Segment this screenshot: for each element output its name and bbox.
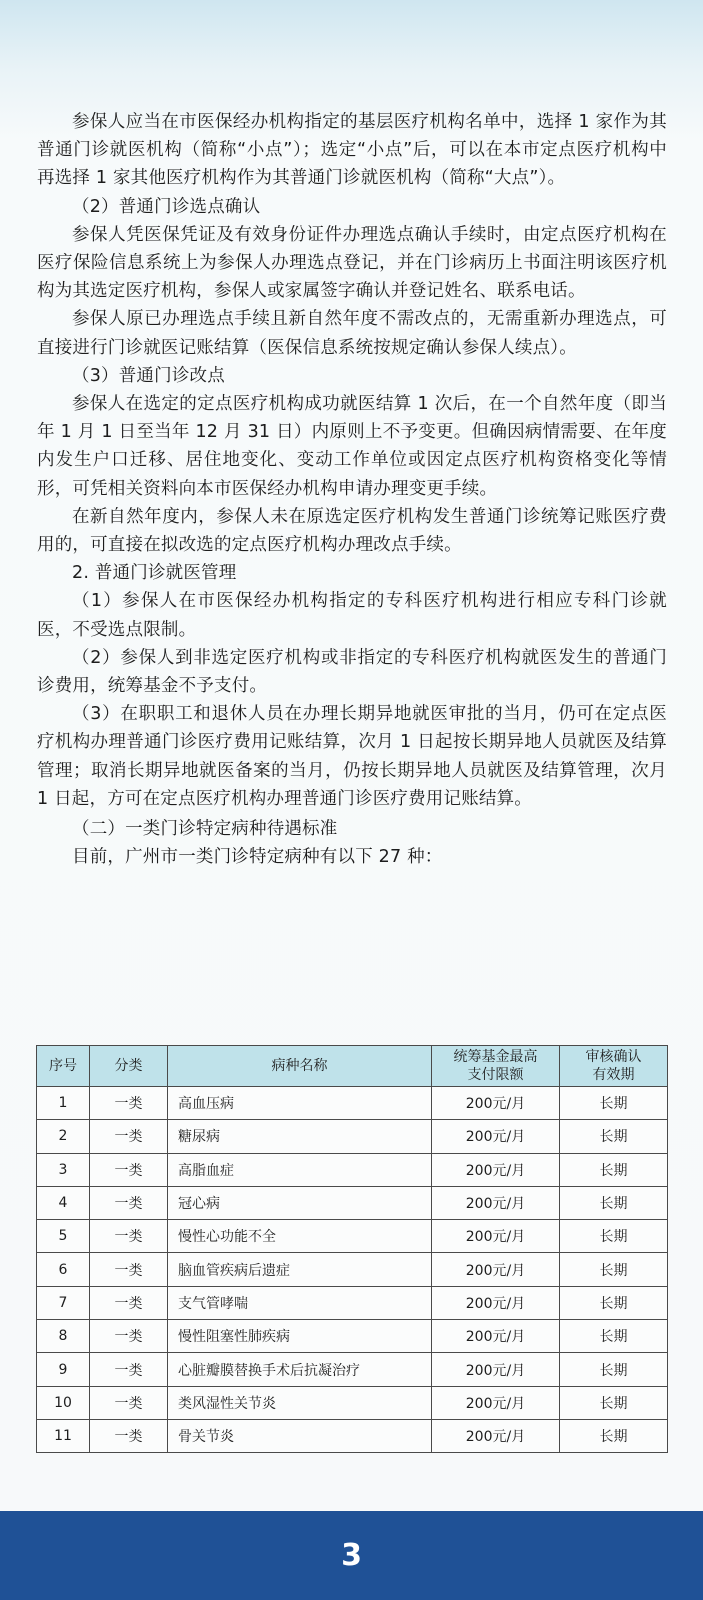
cell-seq: 11 [37, 1419, 90, 1452]
cell-seq: 8 [37, 1320, 90, 1353]
table-row [37, 1286, 668, 1319]
cell-category: 一类 [90, 1120, 168, 1153]
paragraph-remote-care: （3）在职职工和退休人员在办理长期异地就医审批的当月，仍可在定点医疗机构办理普通门诊医疗费用记账结算，次月 1 日起按长期异地人员就医及结算管理；取消长期异地就医备案的当月，仍按长期异地人员就医及结算管理，次月 1 日起，方可在定点医疗机构办理普通门诊医疗费用记账结算。 [37, 704, 667, 809]
cell-category: 一类 [90, 1220, 168, 1253]
paragraph-selection-confirm: 参保人凭医保凭证及有效身份证件办理选点确认手续时，由定点医疗机构在医疗保险信息系统上为参保人办理选点登记，并在门诊病历上书面注明该医疗机构为其选定医疗机构，参保人或家属签字确认并登记姓名、联系电话。 [37, 224, 667, 302]
cell-validity: 长期 [560, 1087, 668, 1120]
cell-seq: 10 [37, 1386, 90, 1419]
cell-limit: 200元/月 [432, 1153, 560, 1186]
cell-category: 一类 [90, 1253, 168, 1286]
cell-category: 一类 [90, 1087, 168, 1120]
cell-disease: 骨关节炎 [168, 1419, 432, 1452]
heading-change-point: （3）普通门诊改点 [72, 365, 225, 386]
header-seq: 序号 [37, 1046, 90, 1087]
cell-category: 一类 [90, 1320, 168, 1353]
disease-table [36, 1045, 668, 1453]
cell-limit: 200元/月 [432, 1386, 560, 1419]
table-row [37, 1386, 668, 1419]
cell-validity: 长期 [560, 1120, 668, 1153]
document-body [37, 108, 667, 871]
header-payment-limit [432, 1046, 560, 1087]
cell-validity: 长期 [560, 1320, 668, 1353]
header-validity-line2: 有效期 [592, 1067, 635, 1083]
cell-disease: 心脏瓣膜替换手术后抗凝治疗 [168, 1353, 432, 1386]
cell-seq: 2 [37, 1120, 90, 1153]
cell-limit: 200元/月 [432, 1253, 560, 1286]
cell-validity: 长期 [560, 1153, 668, 1186]
cell-validity: 长期 [560, 1186, 668, 1219]
heading-selection-confirm: （2）普通门诊选点确认 [72, 196, 261, 217]
paragraph-new-year-change: 在新自然年度内，参保人未在原选定医疗机构发生普通门诊统筹记账医疗费用的，可直接在拟改选的定点医疗机构办理改点手续。 [37, 506, 667, 556]
cell-category: 一类 [90, 1286, 168, 1319]
cell-disease: 支气管哮喘 [168, 1286, 432, 1319]
paragraph-primary-point: 参保人应当在市医保经办机构指定的基层医疗机构名单中，选择 1 家作为其普通门诊就医机构（简称“小点”）；选定“小点”后，可以在本市定点医疗机构中再选择 1 家其他医疗机构作为其普通门诊就医机构（简称“大点”）。 [37, 112, 667, 189]
cell-disease: 高血压病 [168, 1087, 432, 1120]
cell-validity: 长期 [560, 1253, 668, 1286]
cell-seq: 3 [37, 1153, 90, 1186]
cell-limit: 200元/月 [432, 1419, 560, 1452]
cell-disease: 高脂血症 [168, 1153, 432, 1186]
page-number: 3 [341, 1538, 362, 1573]
cell-validity: 长期 [560, 1386, 668, 1419]
cell-seq: 6 [37, 1253, 90, 1286]
table-row [37, 1153, 668, 1186]
cell-category: 一类 [90, 1419, 168, 1452]
table-row [37, 1320, 668, 1353]
header-category: 分类 [90, 1046, 168, 1087]
cell-limit: 200元/月 [432, 1220, 560, 1253]
table-row [37, 1220, 668, 1253]
table-row [37, 1253, 668, 1286]
table-row [37, 1186, 668, 1219]
cell-limit: 200元/月 [432, 1087, 560, 1120]
paragraph-specialist: （1）参保人在市医保经办机构指定的专科医疗机构进行相应专科门诊就医，不受选点限制。 [37, 591, 667, 640]
cell-category: 一类 [90, 1153, 168, 1186]
cell-validity: 长期 [560, 1419, 668, 1452]
paragraph-non-selected: （2）参保人到非选定医疗机构或非指定的专科医疗机构就医发生的普通门诊费用，统筹基金不予支付。 [37, 647, 667, 697]
table-row [37, 1353, 668, 1386]
disease-table-wrapper [36, 1045, 667, 1453]
paragraph-change-rules: 参保人在选定的定点医疗机构成功就医结算 1 次后，在一个自然年度（即当年 1 月 1 日至当年 12 月 31 日）内原则上不予变更。但确因病情需要、在年度内发生户口迁移、居住地变化、变动工作单位或因定点医疗机构资格变化等情形，可凭相关资料向本市医保经办机构申请办理变更手续。 [37, 394, 667, 499]
heading-outpatient-management: 2. 普通门诊就医管理 [72, 563, 237, 584]
cell-disease: 慢性心功能不全 [168, 1220, 432, 1253]
table-row [37, 1419, 668, 1452]
cell-limit: 200元/月 [432, 1320, 560, 1353]
cell-disease: 慢性阻塞性肺疾病 [168, 1320, 432, 1353]
cell-seq: 7 [37, 1286, 90, 1319]
cell-validity: 长期 [560, 1220, 668, 1253]
cell-validity: 长期 [560, 1353, 668, 1386]
cell-category: 一类 [90, 1386, 168, 1419]
page-footer [0, 1511, 703, 1600]
header-payment-limit-line2: 支付限额 [467, 1067, 524, 1083]
table-header-row [37, 1046, 668, 1087]
cell-disease: 脑血管疾病后遗症 [168, 1253, 432, 1286]
cell-seq: 1 [37, 1087, 90, 1120]
cell-category: 一类 [90, 1353, 168, 1386]
header-payment-limit-line1: 统筹基金最高 [453, 1049, 538, 1065]
cell-seq: 4 [37, 1186, 90, 1219]
cell-limit: 200元/月 [432, 1120, 560, 1153]
cell-seq: 5 [37, 1220, 90, 1253]
cell-seq: 9 [37, 1353, 90, 1386]
paragraph-renewal: 参保人原已办理选点手续且新自然年度不需改点的，无需重新办理选点，可直接进行门诊就医记账结算（医保信息系统按规定确认参保人续点）。 [37, 309, 667, 358]
heading-special-disease-standard: （二）一类门诊特定病种待遇标准 [72, 819, 338, 840]
cell-validity: 长期 [560, 1286, 668, 1319]
cell-category: 一类 [90, 1186, 168, 1219]
header-disease-name: 病种名称 [168, 1046, 432, 1087]
paragraph-disease-count: 目前，广州市一类门诊特定病种有以下 27 种： [72, 847, 443, 868]
table-row [37, 1087, 668, 1120]
cell-limit: 200元/月 [432, 1353, 560, 1386]
cell-limit: 200元/月 [432, 1286, 560, 1319]
header-validity-line1: 审核确认 [585, 1049, 642, 1065]
cell-disease: 糖尿病 [168, 1120, 432, 1153]
cell-limit: 200元/月 [432, 1186, 560, 1219]
cell-disease: 类风湿性关节炎 [168, 1386, 432, 1419]
cell-disease: 冠心病 [168, 1186, 432, 1219]
header-validity [560, 1046, 668, 1087]
table-row [37, 1120, 668, 1153]
